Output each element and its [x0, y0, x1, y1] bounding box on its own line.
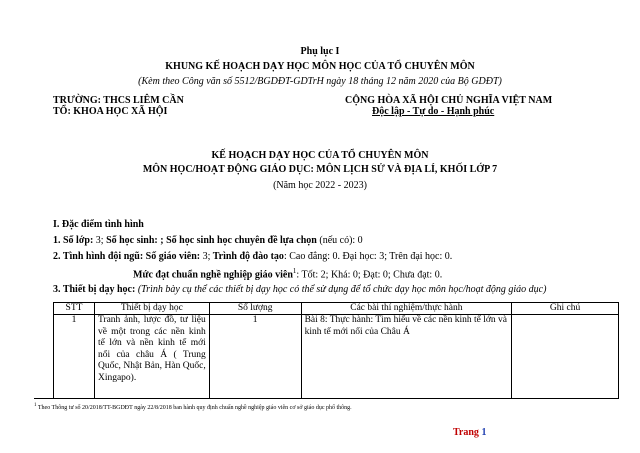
class-count-value: 3; [93, 235, 104, 246]
page-number [453, 427, 486, 438]
teacher-count-value: 3; [200, 251, 211, 262]
footnote [34, 403, 352, 411]
footnote-divider [34, 398, 164, 399]
cell-lesson: Bài 8: Thực hành: Tìm hiểu về các nền kinh tế lớn và kinh tế mới nổi của Châu Á [301, 315, 512, 399]
page-number-value: 1 [481, 427, 487, 438]
school-year: (Năm học 2022 - 2023) [273, 180, 367, 191]
header-equipment: Thiết bị dạy học [94, 303, 209, 315]
table-row [54, 315, 619, 399]
header-quantity: Số lượng [209, 303, 301, 315]
cell-quantity: 1 [209, 315, 301, 399]
teacher-count-label: Số giáo viên: [143, 251, 201, 262]
standard-value: : Tốt: 2; Khá: 0; Đạt: 0; Chưa đạt: 0. [296, 269, 443, 281]
equipment-line [53, 285, 546, 295]
staff-label: 2. Tình hình đội ngũ: [53, 251, 144, 262]
republic-title: CỘNG HÒA XÃ HỘI CHỦ NGHĨA VIỆT NAM [345, 95, 553, 106]
national-motto: Độc lập - Tự do - Hạnh phúc [372, 106, 495, 117]
equipment-note: (Trình bày cụ thể các thiết bị dạy học có thể sử dụng để tổ chức dạy học môn học/hoạt động giáo dục) [135, 284, 547, 295]
gifted-count-label: Số học sinh học chuyên đề lựa chọn [163, 235, 317, 246]
appendix-label: Phụ lục I [300, 46, 340, 57]
training-level-value: : Cao đẳng: 0. Đại học: 3; Trên đại học: 0. [283, 251, 453, 262]
standard-label: Mức đạt chuẩn nghề nghiệp giáo viên [133, 269, 293, 281]
cell-stt: 1 [54, 315, 95, 399]
footnote-ref[interactable]: 1 [292, 267, 297, 275]
header-notes: Ghi chú [512, 303, 619, 315]
table-header-row [54, 303, 619, 315]
framework-title: KHUNG KẾ HOẠCH DẠY HỌC MÔN HỌC CỦA TỔ CHUYÊN MÔN [165, 61, 475, 72]
footnote-text: Theo Thông tư số 20/2018/TT-BGDĐT ngày 22/8/2018 ban hành quy định chuẩn nghề nghiệp giáo viên cơ sở giáo dục phổ thông. [36, 405, 352, 411]
cell-equipment: Tranh ảnh, lược đồ, tư liệu về một trong các nền kinh tế lớn và nền kinh tế mới nổi của châu Á ( Trung Quốc, Nhật Bản, Hàn Quốc, Xingapo). [94, 315, 209, 399]
department-name: TỔ: KHOA HỌC XÃ HỘI [53, 106, 168, 117]
class-count-line [53, 236, 363, 246]
gifted-count-value: (nếu có): 0 [316, 235, 363, 246]
professional-standard-line [133, 268, 442, 280]
footnote-number: 1 [34, 403, 37, 408]
class-count-label: 1. Số lớp: [53, 235, 94, 246]
header-stt: STT [54, 303, 95, 315]
student-count-spacer: ; [157, 235, 164, 246]
reference-note: (Kèm theo Công văn số 5512/BGDĐT-GDTrH ngày 18 tháng 12 năm 2020 của Bộ GDĐT) [138, 76, 502, 87]
plan-subject: MÔN HỌC/HOẠT ĐỘNG GIÁO DỤC: MÔN LỊCH SỬ VÀ ĐỊA LÍ, KHỐI LỚP 7 [142, 164, 498, 175]
page-label: Trang [453, 427, 479, 438]
staff-line [53, 252, 452, 262]
equipment-label: 3. Thiết bị dạy học: [53, 284, 136, 295]
student-count-label: Số học sinh: [103, 235, 158, 246]
school-name: TRƯỜNG: THCS LIÊM CẦN [53, 95, 184, 106]
plan-title: KẾ HOẠCH DẠY HỌC CỦA TỔ CHUYÊN MÔN [211, 150, 429, 161]
equipment-table [53, 302, 619, 399]
cell-note [512, 315, 619, 399]
header-lessons: Các bài thí nghiệm/thực hành [301, 303, 512, 315]
training-level-label: Trình độ đào tạo [210, 251, 284, 262]
section1-heading: I. Đặc điểm tình hình [53, 219, 144, 230]
